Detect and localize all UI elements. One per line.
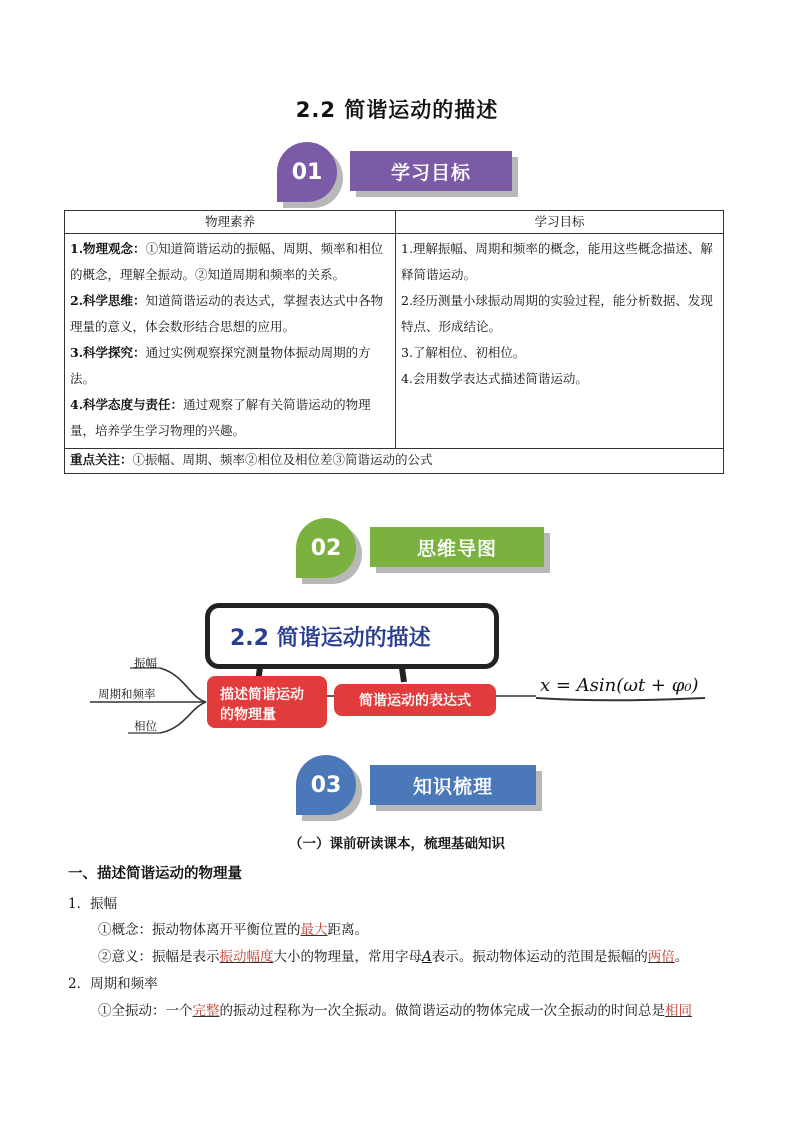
goals-table [64,210,724,474]
section-number: 03 [296,755,356,815]
subtitle: （一）课前研读课本，梳理基础知识 [289,836,505,852]
branch-label: 相位 [134,719,157,733]
mind-map-node-expression: 简谐运动的表达式 [334,684,496,716]
section-number: 02 [296,518,356,578]
item-period-frequency: 2．周期和频率 [68,976,158,992]
literacy-item: 2.科学思维：知道简谐运动的表达式，掌握表达式中各物理量的意义，体会数形结合思想的应用。 [70,293,384,334]
page-title: 2.2 简谐运动的描述 [295,98,499,122]
section-number: 01 [277,142,337,202]
objectives-cell [396,234,724,449]
section-label: 学习目标 [350,151,512,191]
amplitude-concept: ①概念：振动物体离开平衡位置的最大距离。 [98,922,368,938]
literacy-item: 3.科学探究：通过实例观察探究测量物体振动周期的方法。 [70,345,371,386]
heading-1: 一、描述简谐运动的物理量 [68,866,242,882]
literacy-item: 4.科学态度与责任：通过观察了解有关简谐运动的物理量，培养学生学习物理的兴趣。 [70,397,371,438]
mind-map-node-quantities: 描述简谐运动 的物理量 [207,676,327,728]
table-header: 物理素养 [65,211,396,234]
formula: x = Asin(ωt + φ₀) [540,675,699,696]
section-label: 思维导图 [370,527,544,567]
mind-map-title: 2.2 简谐运动的描述 [230,626,431,651]
objective-item: 4.会用数学表达式描述简谐运动。 [401,371,588,386]
literacy-cell [65,234,396,449]
objective-item: 1.理解振幅、周期和频率的概念，能用这些概念描述、解释简谐运动。 [401,241,713,282]
focus-row: 重点关注：①振幅、周期、频率②相位及相位差③简谐运动的公式 [65,449,724,474]
full-vibration: ①全振动：一个完整的振动过程称为一次全振动。做简谐运动的物体完成一次全振动的时间总是相同 [98,1003,692,1019]
objective-item: 3.了解相位、初相位。 [401,345,526,360]
amplitude-meaning: ②意义：振幅是表示振动幅度大小的物理量，常用字母A表示。振动物体运动的范围是振幅的两倍。 [98,949,689,965]
section-label: 知识梳理 [370,765,536,805]
branch-label: 周期和频率 [98,687,156,701]
literacy-item: 1.物理观念：①知道简谐运动的振幅、周期、频率和相位的概念，理解全振动。②知道周期和频率的关系。 [70,241,384,282]
table-header: 学习目标 [396,211,724,234]
objective-item: 2.经历测量小球振动周期的实验过程，能分析数据、发现特点、形成结论。 [401,293,713,334]
item-amplitude: 1．振幅 [68,896,118,912]
branch-label: 振幅 [134,656,157,670]
